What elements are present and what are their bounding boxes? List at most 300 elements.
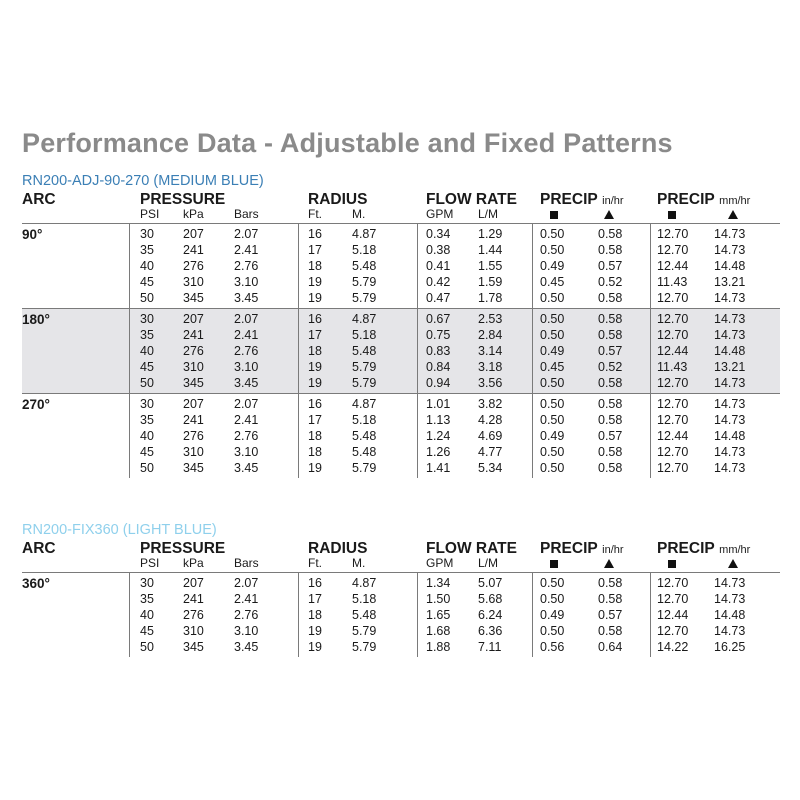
table-cell: 310 [183, 445, 204, 459]
table-row [22, 258, 780, 274]
column-divider [417, 224, 418, 308]
table-cell: 19 [308, 360, 322, 374]
table-cell: 0.58 [598, 461, 623, 475]
table-row [22, 623, 780, 639]
lm-header: L/M [478, 207, 499, 221]
table-cell: 0.50 [540, 227, 565, 241]
table-cell: 14.73 [714, 445, 746, 459]
table-cell: 35 [140, 328, 154, 342]
table-cell: 16 [308, 397, 322, 411]
table-cell: 1.24 [426, 429, 451, 443]
column-divider [298, 573, 299, 657]
table-cell: 5.68 [478, 592, 503, 606]
table-cell: 0.38 [426, 243, 451, 257]
table-cell: 345 [183, 291, 204, 305]
table-cell: 0.67 [426, 312, 451, 326]
square-symbol-icon [668, 207, 676, 223]
column-divider [417, 309, 418, 393]
table-cell: 2.07 [234, 397, 259, 411]
precip-mm-header-label: PRECIP [657, 540, 715, 557]
table-cell: 7.11 [478, 640, 502, 654]
table-cell: 1.88 [426, 640, 451, 654]
table-cell: 0.57 [598, 344, 623, 358]
table-cell: 18 [308, 344, 322, 358]
table-cell: 2.07 [234, 576, 259, 590]
column-divider [417, 573, 418, 657]
table-row [22, 428, 780, 444]
column-divider [417, 394, 418, 478]
table-cell: 13.21 [714, 360, 746, 374]
table-cell: 35 [140, 592, 154, 606]
table-cell: 1.13 [426, 413, 451, 427]
table-cell: 345 [183, 376, 204, 390]
table-cell: 12.70 [657, 243, 689, 257]
table-cell: 276 [183, 608, 204, 622]
header-row-main [22, 191, 780, 207]
table-cell: 0.34 [426, 227, 451, 241]
header-row-units [22, 207, 780, 223]
table-cell: 40 [140, 608, 154, 622]
triangle-symbol-icon [604, 207, 614, 223]
table-cell: 0.94 [426, 376, 451, 390]
column-divider [650, 394, 651, 478]
table-cell: 241 [183, 328, 204, 342]
table-cell: 0.49 [540, 344, 565, 358]
table-cell: 3.18 [478, 360, 503, 374]
table-cell: 5.48 [352, 429, 377, 443]
column-divider [532, 394, 533, 478]
table-row [22, 575, 780, 591]
table-cell: 6.24 [478, 608, 503, 622]
table-cell: 14.73 [714, 624, 746, 638]
table-cell: 0.58 [598, 227, 623, 241]
table-cell: 0.58 [598, 291, 623, 305]
kpa-header: kPa [183, 207, 204, 221]
table-cell: 5.48 [352, 344, 377, 358]
square-icon [668, 211, 676, 219]
table-cell: 5.48 [352, 608, 377, 622]
table-cell: 5.79 [352, 461, 377, 475]
gpm-header: GPM [426, 207, 454, 221]
triangle-symbol-icon [604, 556, 614, 572]
table-cell: 4.69 [478, 429, 503, 443]
table-cell: 45 [140, 275, 154, 289]
table-cell: 14.73 [714, 376, 746, 390]
table-cell: 14.73 [714, 291, 746, 305]
table-cell: 3.45 [234, 291, 259, 305]
table-cell: 0.42 [426, 275, 451, 289]
table-cell: 14.73 [714, 576, 746, 590]
table-cell: 5.18 [352, 243, 377, 257]
table-cell: 3.10 [234, 445, 259, 459]
flow-rate-header-label: FLOW RATE [426, 540, 517, 557]
arc-group [22, 223, 780, 308]
table-cell: 0.58 [598, 328, 623, 342]
table-cell: 0.75 [426, 328, 451, 342]
pressure-header-label: PRESSURE [140, 191, 226, 208]
table-cell: 12.70 [657, 624, 689, 638]
table-cell: 207 [183, 312, 204, 326]
table-cell: 4.87 [352, 227, 377, 241]
square-symbol-icon [668, 556, 676, 572]
table-cell: 0.50 [540, 376, 565, 390]
table-cell: 14.48 [714, 344, 746, 358]
table-row [22, 290, 780, 306]
ft-header: Ft. [308, 556, 322, 570]
table-cell: 45 [140, 445, 154, 459]
table-cell: 0.58 [598, 592, 623, 606]
table-cell: 30 [140, 576, 154, 590]
table-cell: 12.70 [657, 413, 689, 427]
table-cell: 3.45 [234, 640, 259, 654]
table-cell: 2.41 [234, 243, 259, 257]
column-divider [650, 224, 651, 308]
table-cell: 1.34 [426, 576, 451, 590]
table-cell: 2.76 [234, 344, 259, 358]
radius-header-label: RADIUS [308, 540, 368, 557]
table-cell: 19 [308, 376, 322, 390]
square-symbol-icon [550, 207, 558, 223]
table-cell: 207 [183, 576, 204, 590]
page-title: Performance Data - Adjustable and Fixed Patterns [22, 128, 673, 158]
table-cell: 0.83 [426, 344, 451, 358]
table-cell: 241 [183, 592, 204, 606]
triangle-icon [604, 559, 614, 568]
column-divider [298, 309, 299, 393]
precip-mm-header-label: PRECIP [657, 191, 715, 208]
table-cell: 0.58 [598, 397, 623, 411]
table-row [22, 343, 780, 359]
table-cell: 0.52 [598, 360, 623, 374]
radius-header-label: RADIUS [308, 191, 368, 208]
table-cell: 19 [308, 461, 322, 475]
bars-header: Bars [234, 207, 259, 221]
column-divider [650, 573, 651, 657]
precip-mm-header-unit: mm/hr [719, 544, 751, 556]
table-cell: 4.87 [352, 576, 377, 590]
table-cell: 18 [308, 429, 322, 443]
table-cell: 14.73 [714, 312, 746, 326]
table-cell: 345 [183, 461, 204, 475]
table-cell: 12.70 [657, 227, 689, 241]
table-cell: 5.79 [352, 275, 377, 289]
table-cell: 207 [183, 227, 204, 241]
table-cell: 12.70 [657, 328, 689, 342]
column-divider [129, 394, 130, 478]
table-cell: 19 [308, 624, 322, 638]
table-cell: 0.50 [540, 624, 565, 638]
table-cell: 14.48 [714, 608, 746, 622]
table-cell: 0.58 [598, 376, 623, 390]
table-cell: 40 [140, 344, 154, 358]
precip-in-header-label: PRECIP [540, 540, 598, 557]
header-row-main [22, 540, 780, 556]
arc-group [22, 393, 780, 478]
table-cell: 50 [140, 640, 154, 654]
table-cell: 0.57 [598, 259, 623, 273]
table-cell: 0.50 [540, 328, 565, 342]
table-cell: 0.84 [426, 360, 451, 374]
table-row [22, 242, 780, 258]
table-cell: 12.44 [657, 608, 689, 622]
column-divider [129, 309, 130, 393]
table-row [22, 226, 780, 242]
table-cell: 2.53 [478, 312, 503, 326]
table-cell: 3.10 [234, 624, 259, 638]
table-row [22, 639, 780, 655]
table-cell: 14.73 [714, 328, 746, 342]
table-row [22, 460, 780, 476]
table-cell: 12.70 [657, 291, 689, 305]
table-cell: 276 [183, 429, 204, 443]
table-cell: 35 [140, 413, 154, 427]
table-cell: 0.58 [598, 413, 623, 427]
arc-label: 270° [22, 397, 50, 412]
table-cell: 3.10 [234, 360, 259, 374]
table-cell: 2.76 [234, 259, 259, 273]
table-cell: 5.79 [352, 291, 377, 305]
table-cell: 0.49 [540, 608, 565, 622]
arc-group [22, 308, 780, 393]
table-cell: 14.48 [714, 259, 746, 273]
triangle-icon [728, 559, 738, 568]
table-cell: 0.50 [540, 445, 565, 459]
lm-header: L/M [478, 556, 499, 570]
table-cell: 5.18 [352, 328, 377, 342]
table-cell: 12.70 [657, 445, 689, 459]
arc-group [22, 572, 780, 657]
table-cell: 16 [308, 312, 322, 326]
table-cell: 17 [308, 243, 322, 257]
table-cell: 0.50 [540, 243, 565, 257]
square-symbol-icon [550, 556, 558, 572]
table-cell: 0.47 [426, 291, 451, 305]
table-cell: 1.78 [478, 291, 503, 305]
m-header: M. [352, 207, 366, 221]
table-row [22, 591, 780, 607]
header-row-units [22, 556, 780, 572]
precip-in-header-unit: in/hr [602, 544, 624, 556]
table-cell: 3.56 [478, 376, 503, 390]
table-cell: 5.79 [352, 360, 377, 374]
table-cell: 12.70 [657, 312, 689, 326]
performance-section [22, 173, 780, 478]
table-cell: 14.73 [714, 227, 746, 241]
table-cell: 14.73 [714, 592, 746, 606]
table-cell: 14.73 [714, 461, 746, 475]
table-cell: 0.58 [598, 624, 623, 638]
table-cell: 2.07 [234, 227, 259, 241]
column-divider [298, 224, 299, 308]
table-cell: 2.76 [234, 608, 259, 622]
column-divider [298, 394, 299, 478]
table-cell: 0.49 [540, 259, 565, 273]
table-cell: 18 [308, 259, 322, 273]
table-cell: 5.48 [352, 259, 377, 273]
table-cell: 17 [308, 413, 322, 427]
table-cell: 0.64 [598, 640, 623, 654]
table-cell: 1.59 [478, 275, 503, 289]
pressure-header-label: PRESSURE [140, 540, 226, 557]
table-cell: 3.10 [234, 275, 259, 289]
flow-rate-header-label: FLOW RATE [426, 191, 517, 208]
table-cell: 310 [183, 624, 204, 638]
table-cell: 11.43 [657, 275, 688, 289]
arc-header-label: ARC [22, 540, 56, 557]
column-divider [129, 573, 130, 657]
column-divider [532, 224, 533, 308]
table-cell: 0.58 [598, 445, 623, 459]
table-cell: 45 [140, 360, 154, 374]
table-cell: 45 [140, 624, 154, 638]
table-row [22, 327, 780, 343]
table-cell: 17 [308, 328, 322, 342]
table-cell: 2.41 [234, 413, 259, 427]
table-cell: 207 [183, 397, 204, 411]
table-cell: 30 [140, 397, 154, 411]
table-row [22, 412, 780, 428]
triangle-icon [604, 210, 614, 219]
table-cell: 1.26 [426, 445, 451, 459]
table-cell: 3.82 [478, 397, 503, 411]
table-cell: 0.50 [540, 592, 565, 606]
table-cell: 0.49 [540, 429, 565, 443]
table-cell: 276 [183, 344, 204, 358]
table-cell: 40 [140, 259, 154, 273]
table-row [22, 311, 780, 327]
table-cell: 3.14 [478, 344, 503, 358]
square-icon [550, 560, 558, 568]
table-cell: 12.70 [657, 376, 689, 390]
table-cell: 5.79 [352, 376, 377, 390]
table-cell: 12.70 [657, 397, 689, 411]
table-cell: 5.79 [352, 640, 377, 654]
table-cell: 11.43 [657, 360, 688, 374]
table-cell: 50 [140, 291, 154, 305]
table-cell: 0.50 [540, 291, 565, 305]
table-cell: 0.50 [540, 461, 565, 475]
table-row [22, 375, 780, 391]
table-cell: 0.50 [540, 576, 565, 590]
table-cell: 14.73 [714, 413, 746, 427]
table-cell: 16.25 [714, 640, 746, 654]
table-cell: 0.58 [598, 312, 623, 326]
table-cell: 18 [308, 445, 322, 459]
table-cell: 1.29 [478, 227, 503, 241]
precip-in-header-label: PRECIP [540, 191, 598, 208]
table-cell: 310 [183, 360, 204, 374]
table-cell: 50 [140, 376, 154, 390]
table-cell: 5.79 [352, 624, 377, 638]
gpm-header: GPM [426, 556, 454, 570]
table-cell: 16 [308, 227, 322, 241]
table-cell: 30 [140, 312, 154, 326]
table-cell: 1.68 [426, 624, 451, 638]
column-divider [650, 309, 651, 393]
column-divider [532, 573, 533, 657]
table-cell: 19 [308, 640, 322, 654]
table-cell: 4.87 [352, 312, 377, 326]
table-row [22, 396, 780, 412]
table-cell: 241 [183, 243, 204, 257]
table-cell: 0.57 [598, 608, 623, 622]
kpa-header: kPa [183, 556, 204, 570]
psi-header: PSI [140, 556, 160, 570]
table-cell: 0.41 [426, 259, 451, 273]
arc-header-label: ARC [22, 191, 56, 208]
table-row [22, 274, 780, 290]
table-cell: 19 [308, 275, 322, 289]
table-cell: 0.45 [540, 275, 565, 289]
column-divider [129, 224, 130, 308]
table-cell: 5.18 [352, 592, 377, 606]
table-cell: 4.77 [478, 445, 503, 459]
table-cell: 12.70 [657, 592, 689, 606]
table-cell: 5.48 [352, 445, 377, 459]
table-cell: 4.28 [478, 413, 503, 427]
table-cell: 5.34 [478, 461, 503, 475]
table-row [22, 444, 780, 460]
triangle-symbol-icon [728, 207, 738, 223]
table-cell: 12.44 [657, 429, 689, 443]
arc-label: 180° [22, 312, 50, 327]
table-cell: 2.76 [234, 429, 259, 443]
table-cell: 345 [183, 640, 204, 654]
table-cell: 3.45 [234, 376, 259, 390]
table-cell: 1.44 [478, 243, 503, 257]
table-cell: 276 [183, 259, 204, 273]
table-cell: 14.73 [714, 243, 746, 257]
table-cell: 4.87 [352, 397, 377, 411]
psi-header: PSI [140, 207, 160, 221]
table-cell: 14.22 [657, 640, 689, 654]
table-cell: 0.57 [598, 429, 623, 443]
table-cell: 2.07 [234, 312, 259, 326]
table-cell: 12.70 [657, 576, 689, 590]
table-cell: 40 [140, 429, 154, 443]
table-row [22, 607, 780, 623]
table-cell: 18 [308, 608, 322, 622]
arc-label: 90° [22, 227, 43, 242]
table-cell: 1.01 [426, 397, 451, 411]
table-cell: 19 [308, 291, 322, 305]
table-cell: 14.48 [714, 429, 746, 443]
table-cell: 2.41 [234, 592, 259, 606]
table-cell: 5.07 [478, 576, 503, 590]
table-cell: 310 [183, 275, 204, 289]
square-icon [550, 211, 558, 219]
table-cell: 12.70 [657, 461, 689, 475]
table-cell: 14.73 [714, 397, 746, 411]
table-row [22, 359, 780, 375]
table-cell: 1.50 [426, 592, 451, 606]
table-cell: 30 [140, 227, 154, 241]
table-cell: 241 [183, 413, 204, 427]
table-cell: 1.65 [426, 608, 451, 622]
table-cell: 35 [140, 243, 154, 257]
section-title: RN200-FIX360 (LIGHT BLUE) [22, 522, 217, 538]
table-cell: 13.21 [714, 275, 746, 289]
square-icon [668, 560, 676, 568]
table-cell: 0.56 [540, 640, 565, 654]
arc-label: 360° [22, 576, 50, 591]
table-cell: 0.58 [598, 576, 623, 590]
column-divider [532, 309, 533, 393]
table-cell: 12.44 [657, 259, 689, 273]
table-cell: 3.45 [234, 461, 259, 475]
table-cell: 16 [308, 576, 322, 590]
table-cell: 0.58 [598, 243, 623, 257]
